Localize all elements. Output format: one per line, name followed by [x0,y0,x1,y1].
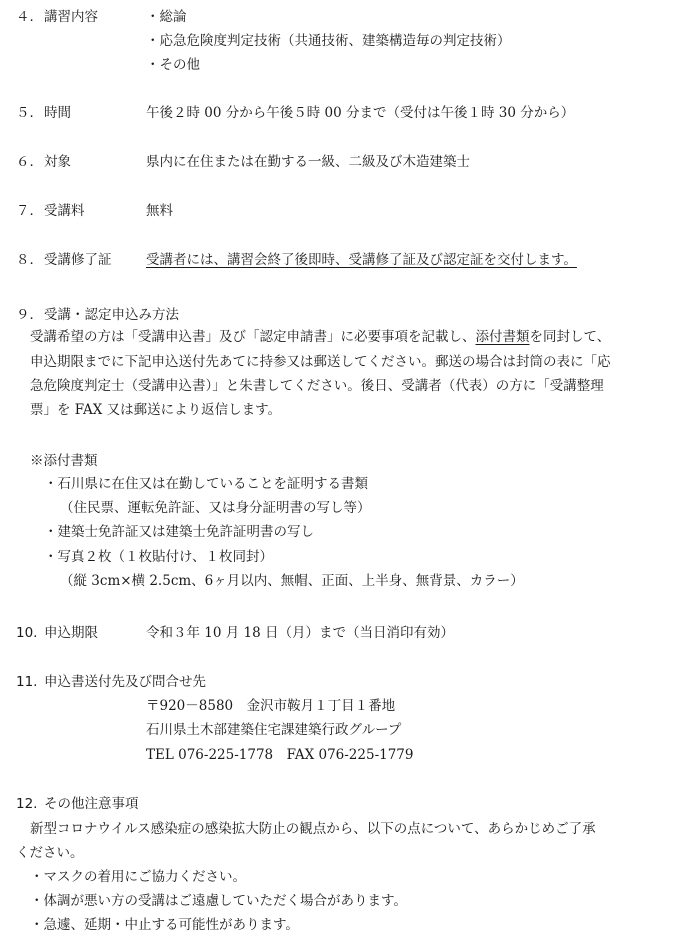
attachment-note: （住民票、運転免許証、又は身分証明書の写し等） [60,500,371,516]
section-12-paragraph-line: 新型コロナウイルス感染症の感染拡大防止の観点から、以下の点について、あらかじめご了承 [30,821,596,837]
section-8-number: ８． [16,252,43,268]
section-6-number: ６． [16,154,43,170]
section-10-text: 令和３年 10 月 18 日（月）まで（当日消印有効） [146,625,455,641]
section-9-paragraph-line: 急危険度判定士（受講申込書）」と朱書してください。後日、受講者（代表）の方に「受講整理 [30,378,604,394]
section-4-item: ・その他 [146,57,200,73]
section-5-text: 午後２時 00 分から午後５時 00 分まで（受付は午後１時 30 分から） [146,105,575,121]
section-4-title: 講習内容 [44,9,98,25]
section-5-title: 時間 [44,105,71,121]
attachment-item: ・石川県に在住又は在勤していることを証明する書類 [44,476,368,492]
section-7-text: 無料 [146,203,173,219]
section-9-paragraph-line: 申込期限までに下記申込送付先あてに持参又は郵送してください。郵送の場合は封筒の表に「応 [30,354,611,370]
section-8-title: 受講修了証 [44,252,112,268]
attachments-title: ※添付書類 [30,453,98,469]
section-6-title: 対象 [44,154,71,170]
address-line: 〒920－8580 金沢市鞍月１丁目１番地 [146,698,396,714]
section-10-number: 10. [16,625,38,641]
section-4-number: ４． [16,9,43,25]
section-4-item: ・総論 [146,9,187,25]
section-7-number: ７． [16,203,43,219]
attachment-note: （縦 3cm×横 2.5cm、6ヶ月以内、無帽、正面、上半身、無背景、カラー） [60,573,524,589]
attachment-item: ・建築士免許証又は建築士免許証明書の写し [44,524,314,540]
notice-item: ・体調が悪い方の受講はご遠慮していただく場合があります。 [30,893,407,909]
section-5-number: ５． [16,105,43,121]
section-12-title: その他注意事項 [44,796,139,812]
section-9-paragraph-line [30,328,610,346]
section-10-title: 申込期限 [44,625,98,641]
notice-item: ・マスクの着用にご協力ください。 [30,869,246,885]
section-9-paragraph-line: 票」を FAX 又は郵送により返信します。 [30,402,282,418]
address-line: 石川県土木部建築住宅課建築行政グループ [146,722,402,738]
section-6-text: 県内に在住または在勤する一級、二級及び木造建築士 [146,154,470,170]
section-11-number: 11. [16,674,38,690]
attachments-link: 添付書類 [475,329,530,345]
attachment-item: ・写真２枚（１枚貼付け、１枚同封） [44,549,273,565]
section-9-p1-post: を同封して、 [529,329,611,345]
section-4-item: ・応急危険度判定技術（共通技術、建築構造毎の判定技術） [146,33,511,49]
contact-phone-fax: TEL 076-225-1778 FAX 076-225-1779 [146,747,414,763]
section-12-paragraph-line: ください。 [16,845,84,861]
section-8-text: 受講者には、講習会終了後即時、受講修了証及び認定証を交付します。 [146,252,577,268]
section-7-title: 受講料 [44,203,85,219]
section-9-p1-pre: 受講希望の方は「受講申込書」及び「認定申請書」に必要事項を記載し、 [30,329,476,345]
section-9-title: 受講・認定申込み方法 [44,307,179,323]
section-9-number: ９． [16,307,43,323]
section-11-title: 申込書送付先及び問合せ先 [44,674,206,690]
section-12-number: 12. [16,796,38,812]
notice-item: ・急遽、延期・中止する可能性があります。 [30,917,299,933]
